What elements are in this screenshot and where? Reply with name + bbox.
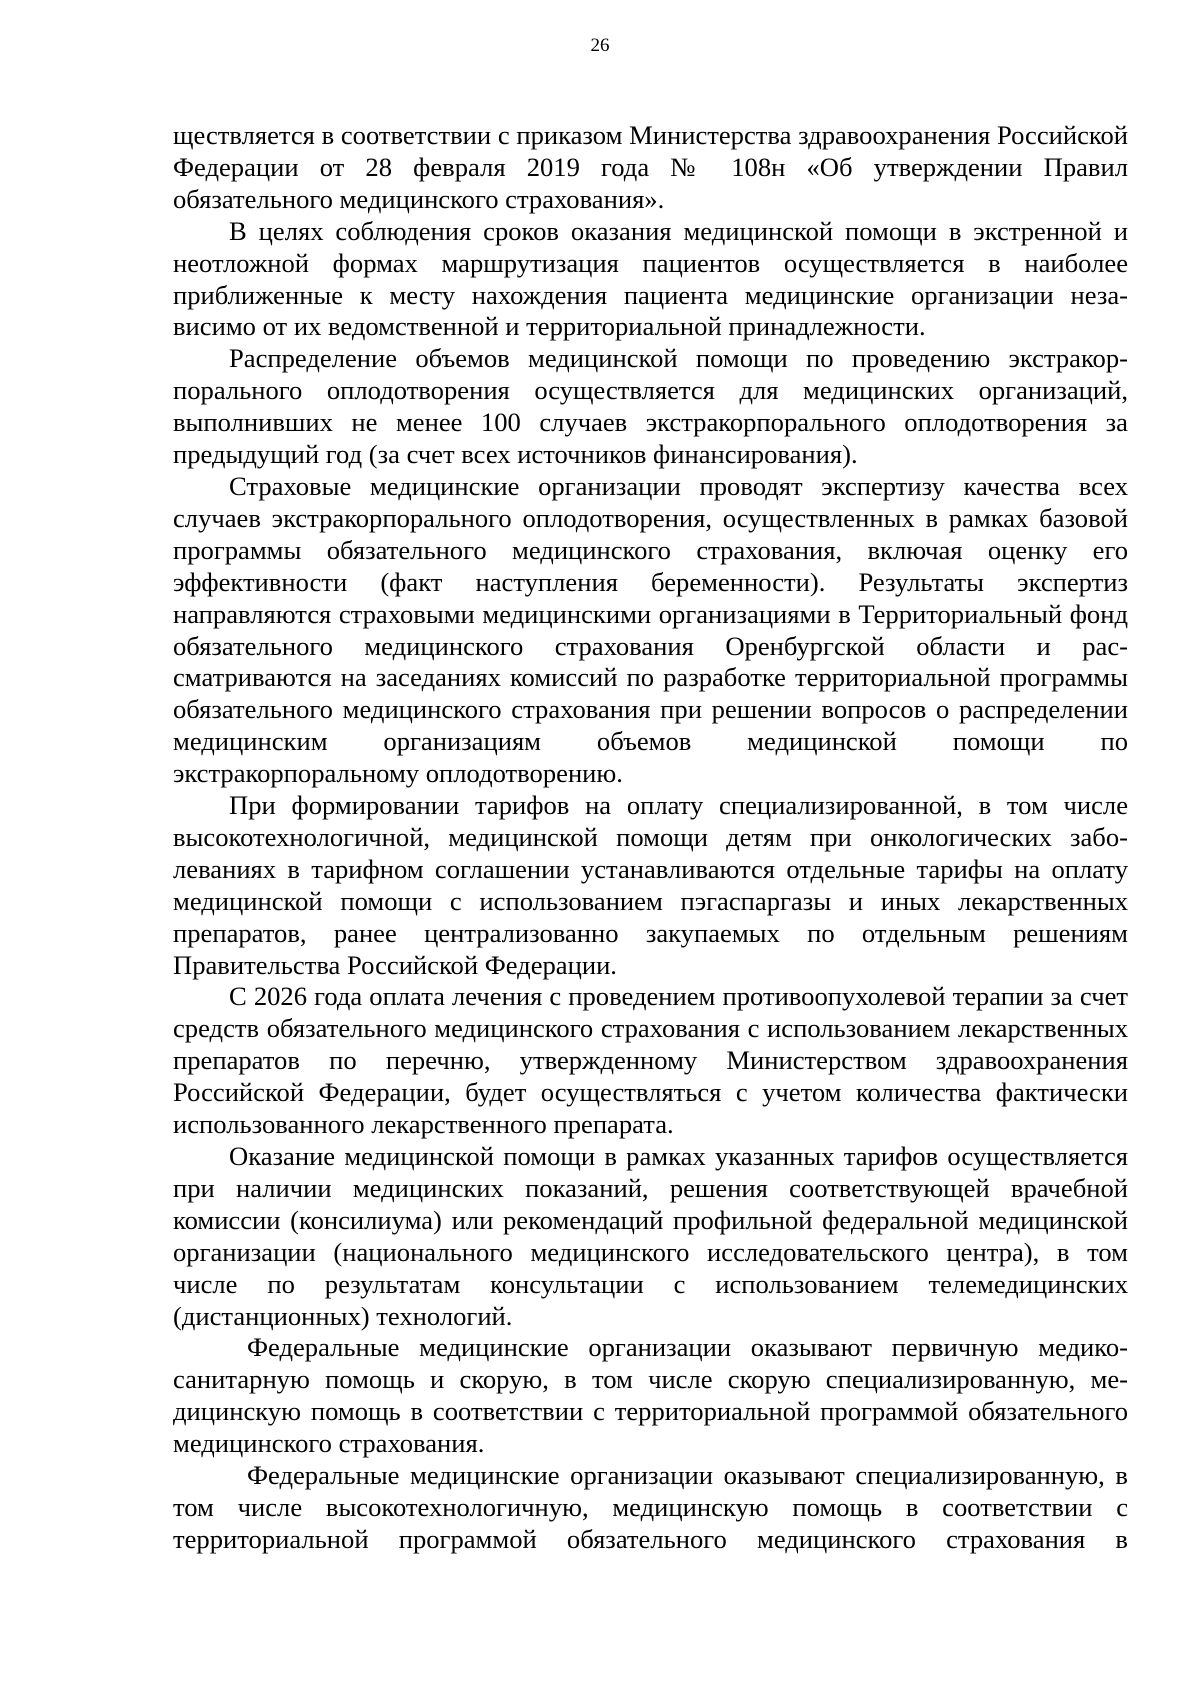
paragraph-continuation: ществляется в соответствии с приказом Министерства здравоохранения Российской Федерации от 28 февраля 2019 года № 108н «Об утверждении Правил обязательного медицинского страхования». [173, 120, 1128, 214]
paragraph-tariff-conditions: Оказание медицинской помощи в рамках указанных тарифов осуществляется при наличии медицинских показаний, решения соответствующей врачебной комиссии (консилиума) или рекомендаций профильной федеральной медицинской организации (национального медицинского исследовательского центра), в том числе по результатам консультации с использованием телемедицинских (дистанционных) технологий. [173, 1141, 1128, 1331]
paragraph-ivf-expertise: Страховые медицинские организации проводят экспертизу качества всех случаев экстракорпорального оплодотворения, осуществленных в рамках базовой программы обязательного медицинского страхования, включая оценку его эффективности (факт наступления беременности). Результаты экспертиз направляются страховыми медицинскими организациями в Территориальный фонд обязательного медицинского страхования Оренбургской области и рассматриваются на заседаниях комиссий по разработке территориальной программы обязательного медицинского страхования при решении вопросов о распределении медицинским организациям объемов медицинской помощи по экстракорпоральному оплодотворению. [173, 470, 1128, 789]
paragraph-routing: В целях соблюдения сроков оказания медицинской помощи в экстренной и неотложной формах маршрутизация пациентов осуществляется в наиболее приближенные к месту нахождения пациента медицинские организации независимо от их ведомственной и территориальной принадлежности. [173, 215, 1128, 342]
paragraph-pediatric-tariffs: При формировании тарифов на оплату специализированной, в том числе высокотехнологичной, медицинской помощи детям при онкологических заболеваниях в тарифном соглашении устанавливаются отдельные тарифы на оплату медицинской помощи с использованием пэгаспаргазы и иных лекарственных препаратов, ранее централизованно закупаемых по отдельным решениям Правительства Российской Федерации. [173, 790, 1128, 980]
paragraph-antitumor-therapy: С 2026 года оплата лечения с проведением противоопухолевой терапии за счет средств обязательного медицинского страхования с использованием лекарственных препаратов по перечню, утвержденному Министерством здравоохранения Российской Федерации, будет осуществляться с учетом количества фактически использованного лекарственного препарата. [173, 981, 1128, 1140]
paragraph-federal-primary-care: Федеральные медицинские организации оказывают первичную медико-санитарную помощь и скорую, в том числе скорую специализированную, медицинскую помощь в соответствии с территориальной программой обязательного медицинского страхования. [173, 1332, 1128, 1459]
document-body [173, 120, 1128, 1556]
paragraph-ivf-distribution: Распределение объемов медицинской помощи по проведению экстракорпорального оплодотворения осуществляется для медицинских организаций, выполнивших не менее 100 случаев экстракорпорального оплодотворения за предыдущий год (за счет всех источников финансирования). [173, 343, 1128, 470]
paragraph-federal-specialized-care: Федеральные медицинские организации оказывают специализированную, в том числе высокотехнологичную, медицинскую помощь в соответствии с территориальной программой обязательного медицинского страхования в [173, 1460, 1128, 1554]
page-number: 26 [590, 35, 610, 56]
